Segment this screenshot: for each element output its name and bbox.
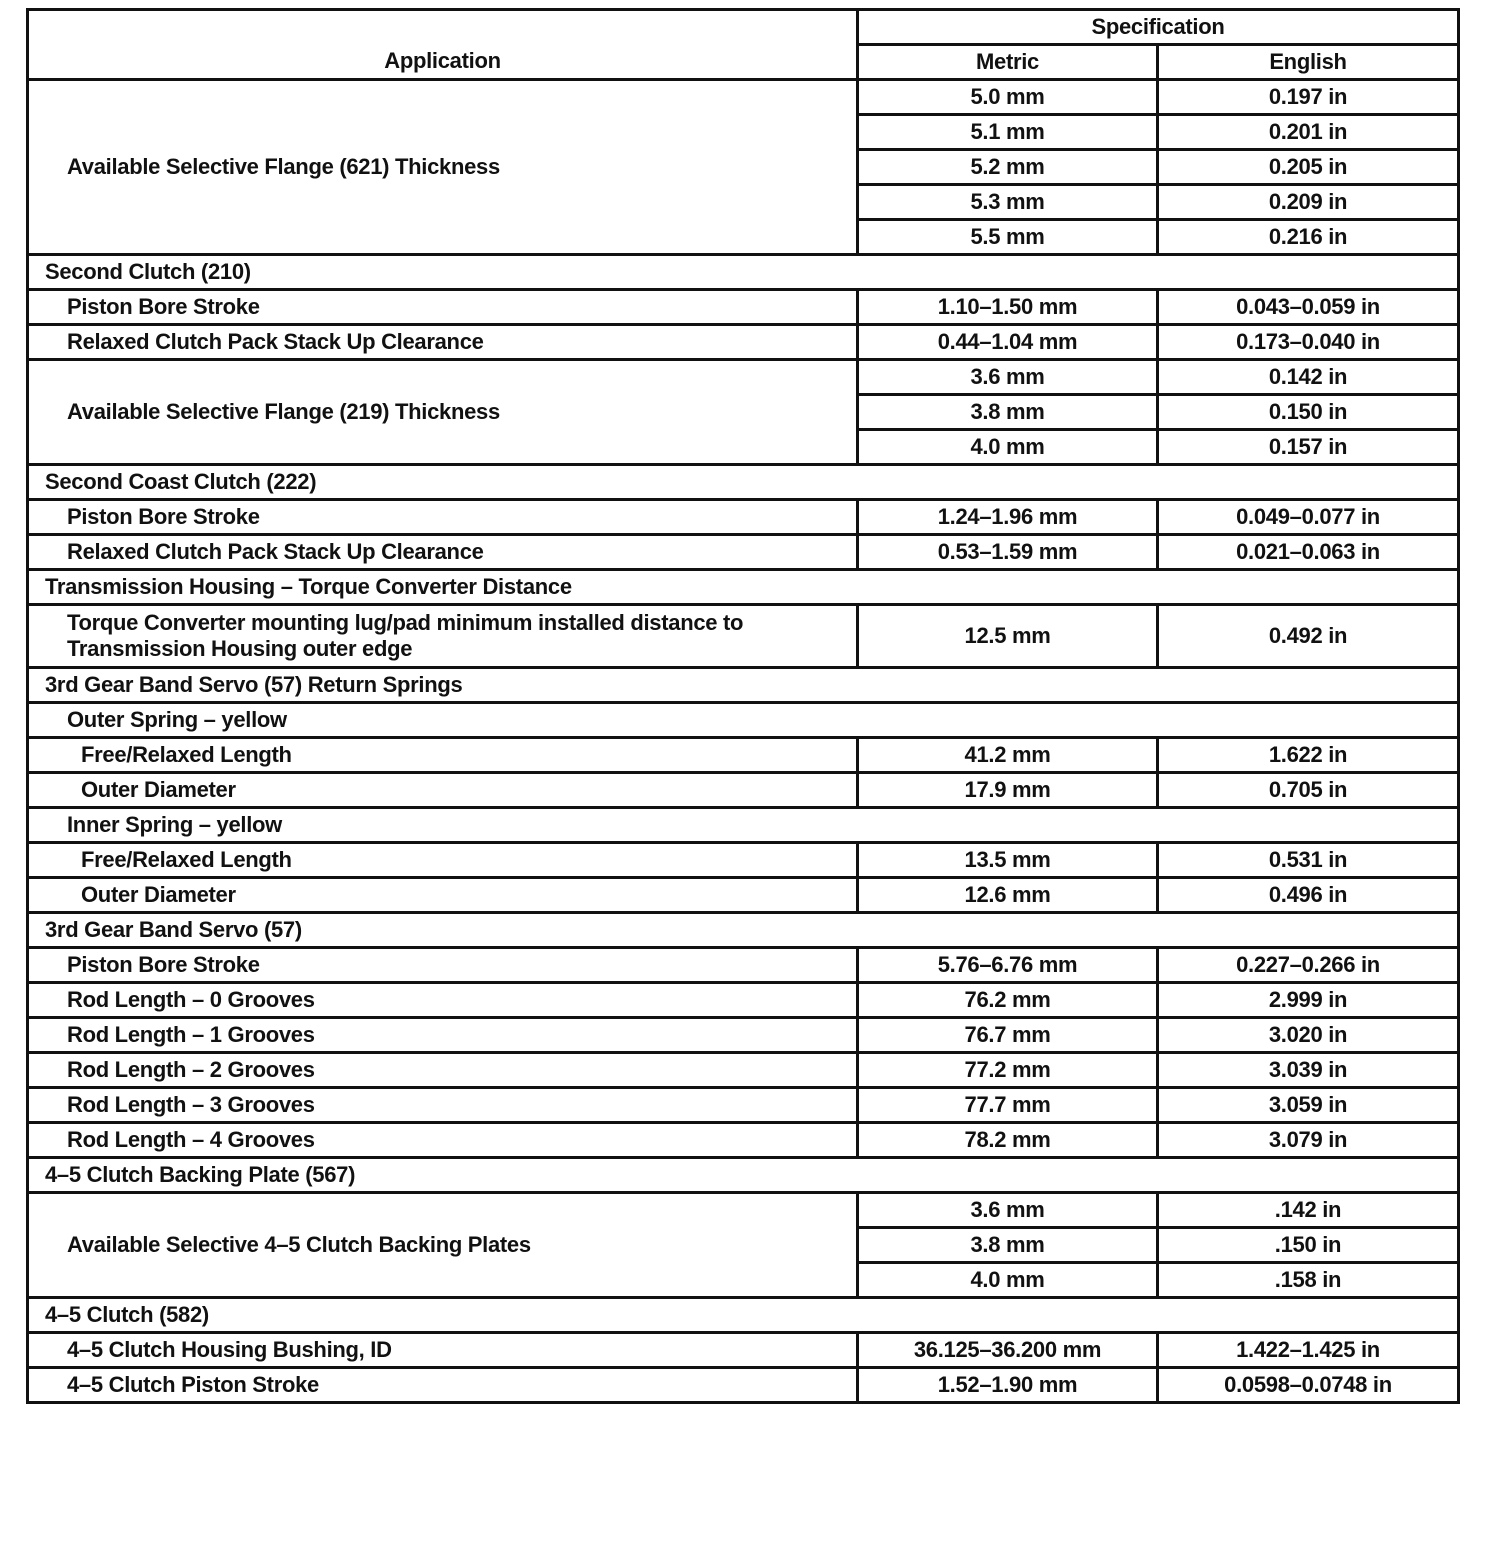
- section-row: [28, 1158, 1459, 1193]
- section-row: [28, 808, 1459, 843]
- application-cell: Rod Length – 4 Grooves: [28, 1123, 858, 1158]
- english-cell: 0.705 in: [1158, 773, 1459, 808]
- table-row: [28, 843, 1459, 878]
- section-label: Outer Spring – yellow: [28, 703, 1459, 738]
- english-cell: 0.0598–0.0748 in: [1158, 1368, 1459, 1403]
- table-row: [28, 738, 1459, 773]
- table-row: [28, 360, 1459, 395]
- metric-cell: 77.7 mm: [858, 1088, 1158, 1123]
- metric-cell: 3.8 mm: [858, 395, 1158, 430]
- specification-header: Specification: [858, 10, 1459, 45]
- english-cell: 0.201 in: [1158, 115, 1459, 150]
- metric-cell: 77.2 mm: [858, 1053, 1158, 1088]
- section-row: [28, 465, 1459, 500]
- specification-table: [26, 8, 1460, 1404]
- table-row: [28, 325, 1459, 360]
- table-row: [28, 605, 1459, 668]
- english-cell: 0.157 in: [1158, 430, 1459, 465]
- table-row: [28, 1053, 1459, 1088]
- section-label: 4–5 Clutch Backing Plate (567): [28, 1158, 1459, 1193]
- application-cell: Piston Bore Stroke: [28, 948, 858, 983]
- section-label: Inner Spring – yellow: [28, 808, 1459, 843]
- section-label: 4–5 Clutch (582): [28, 1298, 1459, 1333]
- metric-cell: 4.0 mm: [858, 1263, 1158, 1298]
- english-cell: 3.059 in: [1158, 1088, 1459, 1123]
- table-row: [28, 1018, 1459, 1053]
- metric-cell: 76.7 mm: [858, 1018, 1158, 1053]
- application-cell: Outer Diameter: [28, 773, 858, 808]
- table-row: [28, 80, 1459, 115]
- application-cell: Available Selective Flange (621) Thickness: [28, 80, 858, 255]
- table-row: [28, 500, 1459, 535]
- english-cell: 0.205 in: [1158, 150, 1459, 185]
- english-cell: 3.020 in: [1158, 1018, 1459, 1053]
- metric-cell: 13.5 mm: [858, 843, 1158, 878]
- metric-cell: 3.6 mm: [858, 1193, 1158, 1228]
- metric-cell: 76.2 mm: [858, 983, 1158, 1018]
- metric-cell: 5.3 mm: [858, 185, 1158, 220]
- english-cell: .150 in: [1158, 1228, 1459, 1263]
- metric-cell: 3.8 mm: [858, 1228, 1158, 1263]
- metric-header: Metric: [858, 45, 1158, 80]
- metric-cell: 17.9 mm: [858, 773, 1158, 808]
- section-row: [28, 703, 1459, 738]
- table-row: [28, 983, 1459, 1018]
- table-body: [28, 80, 1459, 1403]
- english-cell: 3.079 in: [1158, 1123, 1459, 1158]
- english-cell: 0.142 in: [1158, 360, 1459, 395]
- english-cell: 0.209 in: [1158, 185, 1459, 220]
- metric-cell: 12.5 mm: [858, 605, 1158, 668]
- application-cell: 4–5 Clutch Housing Bushing, ID: [28, 1333, 858, 1368]
- english-cell: .158 in: [1158, 1263, 1459, 1298]
- metric-cell: 5.2 mm: [858, 150, 1158, 185]
- table-row: [28, 535, 1459, 570]
- table-row: [28, 290, 1459, 325]
- english-header: English: [1158, 45, 1459, 80]
- english-cell: 0.227–0.266 in: [1158, 948, 1459, 983]
- english-cell: 0.216 in: [1158, 220, 1459, 255]
- section-row: [28, 668, 1459, 703]
- english-cell: 0.021–0.063 in: [1158, 535, 1459, 570]
- metric-cell: 0.44–1.04 mm: [858, 325, 1158, 360]
- section-row: [28, 1298, 1459, 1333]
- english-cell: 3.039 in: [1158, 1053, 1459, 1088]
- application-cell: Relaxed Clutch Pack Stack Up Clearance: [28, 325, 858, 360]
- application-cell: Piston Bore Stroke: [28, 290, 858, 325]
- metric-cell: 4.0 mm: [858, 430, 1158, 465]
- application-cell: Piston Bore Stroke: [28, 500, 858, 535]
- application-cell: Free/Relaxed Length: [28, 738, 858, 773]
- english-cell: 0.197 in: [1158, 80, 1459, 115]
- table-row: [28, 1123, 1459, 1158]
- english-cell: 0.173–0.040 in: [1158, 325, 1459, 360]
- application-cell: Outer Diameter: [28, 878, 858, 913]
- metric-cell: 5.1 mm: [858, 115, 1158, 150]
- english-cell: 1.422–1.425 in: [1158, 1333, 1459, 1368]
- section-label: Transmission Housing – Torque Converter Distance: [28, 570, 1459, 605]
- metric-cell: 3.6 mm: [858, 360, 1158, 395]
- application-cell: Rod Length – 0 Grooves: [28, 983, 858, 1018]
- metric-cell: 78.2 mm: [858, 1123, 1158, 1158]
- metric-cell: 1.10–1.50 mm: [858, 290, 1158, 325]
- table-row: [28, 1368, 1459, 1403]
- application-cell: Rod Length – 2 Grooves: [28, 1053, 858, 1088]
- section-row: [28, 255, 1459, 290]
- application-cell: Free/Relaxed Length: [28, 843, 858, 878]
- metric-cell: 36.125–36.200 mm: [858, 1333, 1158, 1368]
- table-row: [28, 948, 1459, 983]
- section-label: Second Clutch (210): [28, 255, 1459, 290]
- english-cell: 0.531 in: [1158, 843, 1459, 878]
- section-label: 3rd Gear Band Servo (57): [28, 913, 1459, 948]
- metric-cell: 5.76–6.76 mm: [858, 948, 1158, 983]
- metric-cell: 41.2 mm: [858, 738, 1158, 773]
- application-cell: Torque Converter mounting lug/pad minimum installed distance to Transmission Housing outer edge: [28, 605, 858, 668]
- table-row: [28, 773, 1459, 808]
- application-header: Application: [28, 10, 858, 80]
- english-cell: 0.492 in: [1158, 605, 1459, 668]
- metric-cell: 12.6 mm: [858, 878, 1158, 913]
- english-cell: 0.043–0.059 in: [1158, 290, 1459, 325]
- metric-cell: 5.5 mm: [858, 220, 1158, 255]
- table-row: [28, 1333, 1459, 1368]
- section-label: Second Coast Clutch (222): [28, 465, 1459, 500]
- application-cell: Available Selective 4–5 Clutch Backing Plates: [28, 1193, 858, 1298]
- table-row: [28, 1193, 1459, 1228]
- english-cell: 0.496 in: [1158, 878, 1459, 913]
- metric-cell: 5.0 mm: [858, 80, 1158, 115]
- section-row: [28, 913, 1459, 948]
- application-cell: Rod Length – 3 Grooves: [28, 1088, 858, 1123]
- english-cell: .142 in: [1158, 1193, 1459, 1228]
- english-cell: 0.049–0.077 in: [1158, 500, 1459, 535]
- metric-cell: 1.52–1.90 mm: [858, 1368, 1158, 1403]
- application-cell: 4–5 Clutch Piston Stroke: [28, 1368, 858, 1403]
- english-cell: 0.150 in: [1158, 395, 1459, 430]
- application-cell: Available Selective Flange (219) Thickness: [28, 360, 858, 465]
- metric-cell: 1.24–1.96 mm: [858, 500, 1158, 535]
- application-cell: Rod Length – 1 Grooves: [28, 1018, 858, 1053]
- metric-cell: 0.53–1.59 mm: [858, 535, 1158, 570]
- english-cell: 2.999 in: [1158, 983, 1459, 1018]
- application-cell: Relaxed Clutch Pack Stack Up Clearance: [28, 535, 858, 570]
- english-cell: 1.622 in: [1158, 738, 1459, 773]
- section-row: [28, 570, 1459, 605]
- section-label: 3rd Gear Band Servo (57) Return Springs: [28, 668, 1459, 703]
- table-row: [28, 1088, 1459, 1123]
- table-row: [28, 878, 1459, 913]
